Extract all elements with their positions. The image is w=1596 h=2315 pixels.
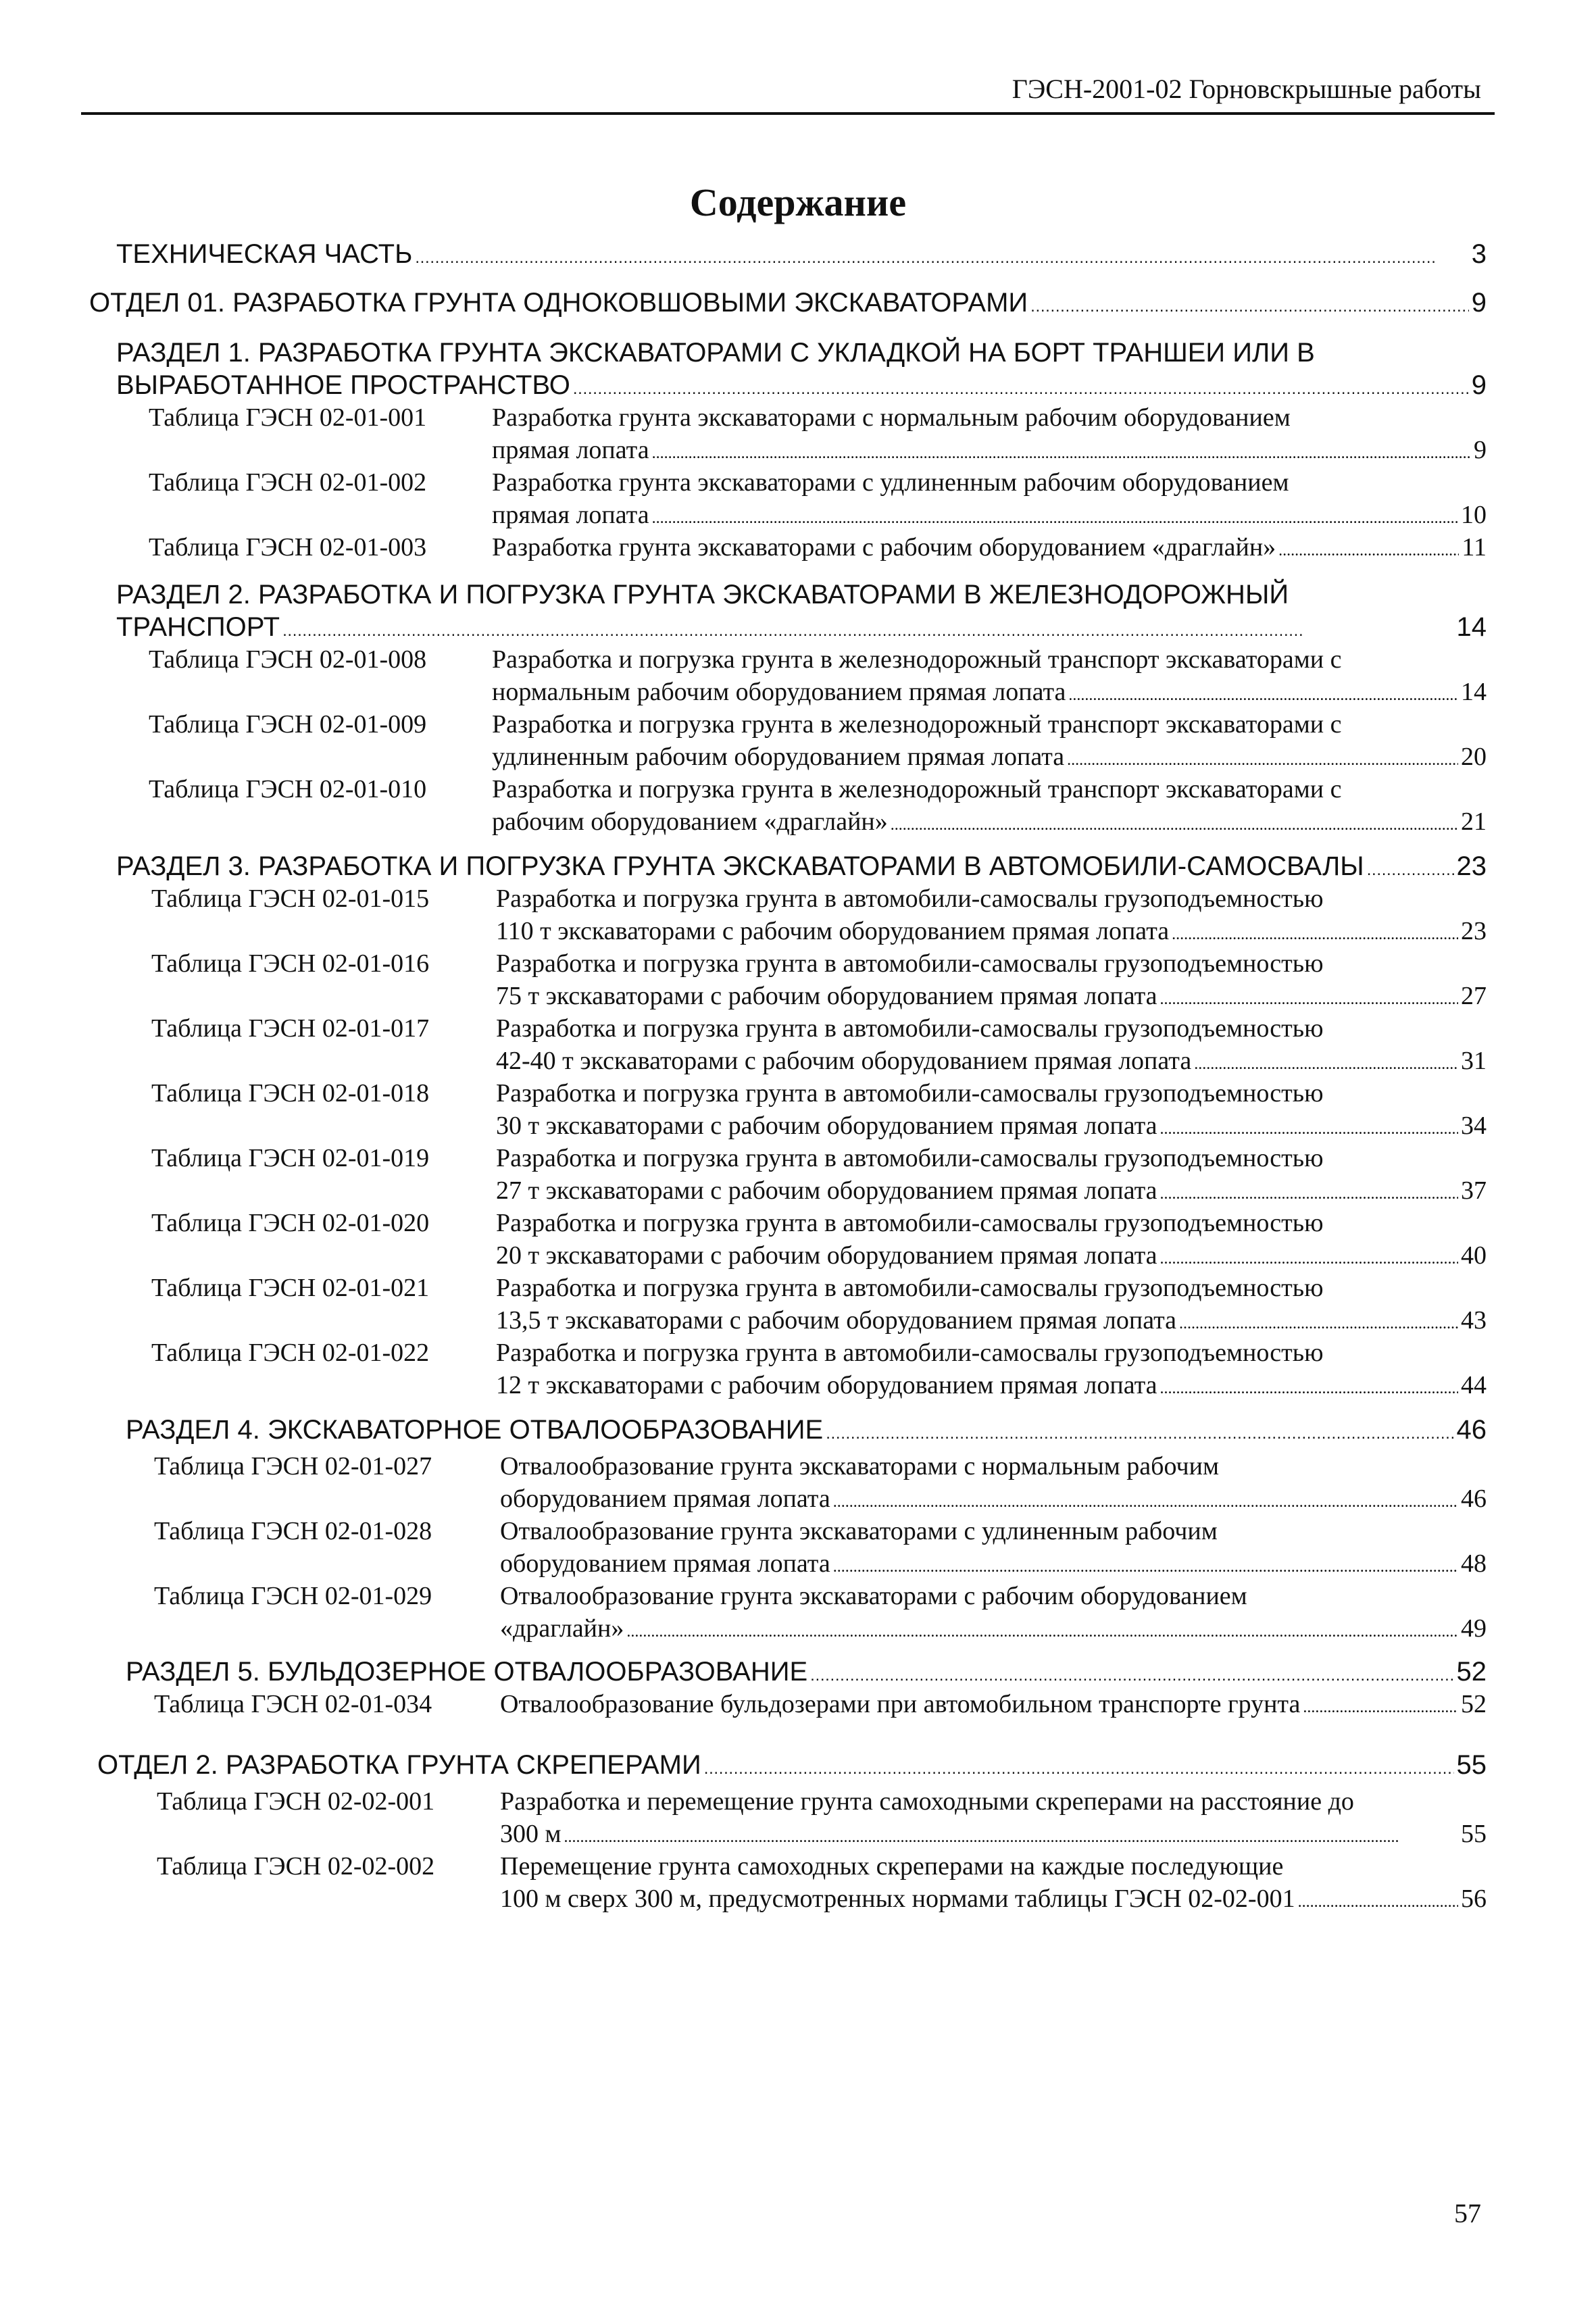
toc-entry-text: «драглайн» — [500, 1614, 624, 1643]
toc-section-entry[interactable] — [126, 1656, 1487, 1688]
dot-leader — [1030, 287, 1469, 323]
toc-section-entry[interactable] — [116, 238, 1487, 270]
dot-leader — [1179, 1304, 1458, 1340]
toc-entry-text: 20 т экскаваторами с рабочим оборудованием прямая лопата — [496, 1241, 1157, 1270]
dot-leader — [1160, 1239, 1458, 1275]
toc-entry-text: Разработка и погрузка грунта в автомобили-самосвалы грузоподъемностью — [496, 1014, 1324, 1043]
toc-entry-text: ТРАНСПОРТ — [116, 612, 280, 642]
toc-section-entry[interactable] — [89, 287, 1487, 319]
toc-page-number: 14 — [1456, 612, 1487, 642]
toc-entry-text: оборудованием прямая лопата — [500, 1549, 830, 1578]
running-header: ГЭСН-2001-02 Горновскрышные работы — [1012, 74, 1481, 104]
toc-entry-text: РАЗДЕЛ 5. БУЛЬДОЗЕРНОЕ ОТВАЛООБРАЗОВАНИЕ — [126, 1657, 808, 1687]
toc-table-entry[interactable] — [496, 1207, 1487, 1272]
toc-section-entry[interactable] — [116, 578, 1487, 643]
toc-entry-text: Разработка и погрузка грунта в автомобили-самосвалы грузоподъемностью — [496, 1339, 1324, 1367]
toc-table-entry[interactable] — [492, 466, 1487, 531]
page-title: Содержание — [689, 180, 907, 224]
toc-entry-text: 75 т экскаваторами с рабочим оборудованием прямая лопата — [496, 982, 1157, 1010]
toc-page-number: 9 — [1471, 370, 1487, 400]
toc-table-label: Таблица ГЭСН 02-01-010 — [149, 775, 427, 803]
dot-leader — [833, 1547, 1458, 1583]
toc-table-entry[interactable] — [500, 1688, 1487, 1720]
dot-leader — [1160, 1110, 1458, 1145]
toc-entry-text: Разработка и погрузка грунта в автомобили-самосвалы грузоподъемностью — [496, 1274, 1324, 1302]
toc-page-number: 3 — [1471, 239, 1487, 269]
toc-page-number: 20 — [1461, 743, 1487, 771]
toc-entry-text: ВЫРАБОТАННОЕ ПРОСТРАНСТВО — [116, 370, 570, 400]
toc-entry-text: Разработка грунта экскаваторами с нормальным рабочим оборудованием — [492, 403, 1291, 432]
toc-entry-text: Перемещение грунта самоходных скреперами на каждые последующие — [500, 1852, 1284, 1881]
toc-entry-text: ОТДЕЛ 2. РАЗРАБОТКА ГРУНТА СКРЕПЕРАМИ — [97, 1750, 701, 1780]
toc-page-number: 27 — [1461, 982, 1487, 1010]
toc-entry-text: 300 м — [500, 1820, 562, 1848]
toc-page-number: 43 — [1461, 1306, 1487, 1335]
dot-leader — [573, 369, 1469, 405]
toc-page-number: 14 — [1461, 678, 1487, 706]
dot-leader — [1303, 1688, 1458, 1724]
toc-table-label: Таблица ГЭСН 02-01-016 — [151, 949, 430, 978]
dot-leader — [1068, 676, 1458, 712]
toc-table-entry[interactable] — [496, 882, 1487, 947]
toc-table-label: Таблица ГЭСН 02-01-009 — [149, 710, 427, 739]
toc-entry-text: РАЗДЕЛ 1. РАЗРАБОТКА ГРУНТА ЭКСКАВАТОРАМИ С УКЛАДКОЙ НА БОРТ ТРАНШЕИ ИЛИ В — [116, 338, 1315, 368]
toc-table-entry[interactable] — [496, 1012, 1487, 1077]
toc-table-label: Таблица ГЭСН 02-01-034 — [154, 1690, 432, 1718]
toc-page-number: 23 — [1456, 851, 1487, 881]
toc-entry-text: Разработка и погрузка грунта в железнодорожный транспорт экскаваторами с — [492, 775, 1342, 803]
toc-entry-text: РАЗДЕЛ 3. РАЗРАБОТКА И ПОГРУЗКА ГРУНТА ЭКСКАВАТОРАМИ В АВТОМОБИЛИ-САМОСВАЛЫ — [116, 851, 1364, 881]
toc-entry-text: Разработка и погрузка грунта в автомобили-самосвалы грузоподъемностью — [496, 1079, 1324, 1107]
toc-table-entry[interactable] — [496, 1337, 1487, 1401]
toc-entry-text: 30 т экскаваторами с рабочим оборудованием прямая лопата — [496, 1112, 1157, 1140]
toc-table-entry[interactable] — [496, 947, 1487, 1012]
dot-leader — [1160, 1174, 1458, 1210]
toc-entry-text: Разработка грунта экскаваторами с рабочим оборудованием «драглайн» — [492, 533, 1276, 562]
toc-table-label: Таблица ГЭСН 02-01-001 — [149, 403, 427, 432]
toc-entry-text: Разработка грунта экскаваторами с удлиненным рабочим оборудованием — [492, 468, 1289, 497]
toc-entry-text: Отвалообразование грунта экскаваторами с удлиненным рабочим — [500, 1517, 1218, 1545]
dot-leader — [826, 1414, 1453, 1450]
toc-entry-text: Разработка и погрузка грунта в автомобили-самосвалы грузоподъемностью — [496, 1209, 1324, 1237]
toc-page-number: 37 — [1461, 1176, 1487, 1205]
dot-leader — [1160, 1369, 1458, 1405]
toc-page-number: 9 — [1471, 288, 1487, 318]
toc-page-number: 40 — [1461, 1241, 1487, 1270]
dot-leader — [704, 1749, 1454, 1785]
toc-entry-text: ТЕХНИЧЕСКАЯ ЧАСТЬ — [116, 239, 413, 269]
toc-table-label: Таблица ГЭСН 02-01-029 — [154, 1582, 432, 1610]
toc-section-entry[interactable] — [116, 337, 1487, 401]
dot-leader — [1067, 741, 1458, 776]
toc-page-number: 46 — [1461, 1485, 1487, 1513]
toc-page-number: 49 — [1461, 1614, 1487, 1643]
toc-section-entry[interactable] — [97, 1749, 1487, 1781]
toc-entry-text: РАЗДЕЛ 4. ЭКСКАВАТОРНОЕ ОТВАЛООБРАЗОВАНИЕ — [126, 1415, 824, 1445]
toc-page-number: 46 — [1456, 1415, 1487, 1445]
toc-table-label: Таблица ГЭСН 02-01-021 — [151, 1274, 430, 1302]
toc-table-label: Таблица ГЭСН 02-01-022 — [151, 1339, 430, 1367]
dot-leader — [833, 1483, 1458, 1518]
toc-entry-text: удлиненным рабочим оборудованием прямая лопата — [492, 743, 1065, 771]
toc-table-entry[interactable] — [500, 1850, 1487, 1915]
toc-table-label: Таблица ГЭСН 02-02-002 — [157, 1852, 435, 1881]
toc-entry-text: 27 т экскаваторами с рабочим оборудованием прямая лопата — [496, 1176, 1157, 1205]
toc-entry-text: 110 т экскаваторами с рабочим оборудованием прямая лопата — [496, 917, 1170, 945]
toc-table-label: Таблица ГЭСН 02-01-008 — [149, 645, 427, 674]
toc-entry-text: Разработка и погрузка грунта в железнодорожный транспорт экскаваторами с — [492, 645, 1342, 674]
toc-table-entry[interactable] — [496, 1077, 1487, 1142]
toc-entry-text: Отвалообразование грунта экскаваторами с рабочим оборудованием — [500, 1582, 1247, 1610]
dot-leader — [810, 1656, 1453, 1692]
dot-leader — [282, 611, 1453, 647]
toc-section-entry[interactable] — [116, 850, 1487, 882]
dot-leader — [1194, 1045, 1458, 1080]
toc-entry-text: Разработка и погрузка грунта в железнодорожный транспорт экскаваторами с — [492, 710, 1342, 739]
toc-entry-text: Отвалообразование бульдозерами при автомобильном транспорте грунта — [500, 1690, 1301, 1718]
toc-table-label: Таблица ГЭСН 02-01-017 — [151, 1014, 430, 1043]
toc-page-number: 48 — [1461, 1549, 1487, 1578]
toc-page-number: 52 — [1456, 1657, 1487, 1687]
toc-table-label: Таблица ГЭСН 02-02-001 — [157, 1787, 435, 1816]
toc-table-entry[interactable] — [492, 531, 1487, 564]
toc-entry-text: Разработка и погрузка грунта в автомобили-самосвалы грузоподъемностью — [496, 885, 1324, 913]
toc-page-number: 34 — [1461, 1112, 1487, 1140]
toc-table-label: Таблица ГЭСН 02-01-020 — [151, 1209, 430, 1237]
toc-page-number: 55 — [1461, 1820, 1487, 1848]
toc-entry-text: РАЗДЕЛ 2. РАЗРАБОТКА И ПОГРУЗКА ГРУНТА ЭКСКАВАТОРАМИ В ЖЕЛЕЗНОДОРОЖНЫЙ — [116, 580, 1289, 609]
toc-entry-text: Отвалообразование грунта экскаваторами с нормальным рабочим — [500, 1452, 1219, 1480]
toc-page-number: 52 — [1461, 1690, 1487, 1718]
toc-entry-text: 13,5 т экскаваторами с рабочим оборудованием прямая лопата — [496, 1306, 1177, 1335]
toc-entry-text: 42-40 т экскаваторами с рабочим оборудованием прямая лопата — [496, 1047, 1192, 1075]
toc-entry-text: прямая лопата — [492, 436, 649, 464]
dot-leader — [652, 499, 1458, 534]
toc-page-number: 23 — [1461, 917, 1487, 945]
toc-entry-text: оборудованием прямая лопата — [500, 1485, 830, 1513]
dot-leader — [652, 434, 1471, 470]
toc-table-entry[interactable] — [492, 708, 1487, 773]
toc-table-label: Таблица ГЭСН 02-01-015 — [151, 885, 430, 913]
toc-table-entry[interactable] — [496, 1142, 1487, 1207]
toc-table-entry[interactable] — [500, 1785, 1487, 1850]
toc-table-label: Таблица ГЭСН 02-01-019 — [151, 1144, 430, 1172]
toc-entry-text: Разработка и погрузка грунта в автомобили-самосвалы грузоподъемностью — [496, 949, 1324, 978]
dot-leader — [1160, 980, 1458, 1016]
toc-page-number: 10 — [1461, 501, 1487, 529]
toc-entry-text: 100 м сверх 300 м, предусмотренных нормами таблицы ГЭСН 02-02-001 — [500, 1885, 1295, 1913]
toc-table-entry[interactable] — [496, 1272, 1487, 1337]
toc-entry-text: прямая лопата — [492, 501, 649, 529]
dot-leader — [626, 1612, 1458, 1648]
toc-table-entry[interactable] — [492, 401, 1487, 466]
toc-page-number: 55 — [1456, 1750, 1487, 1780]
toc-table-entry[interactable] — [492, 643, 1487, 708]
toc-entry-text: 12 т экскаваторами с рабочим оборудованием прямая лопата — [496, 1371, 1157, 1399]
toc-section-entry[interactable] — [126, 1414, 1487, 1446]
dot-leader — [1278, 531, 1459, 567]
toc-page-number: 56 — [1461, 1885, 1487, 1913]
toc-table-label: Таблица ГЭСН 02-01-018 — [151, 1079, 430, 1107]
toc-table-label: Таблица ГЭСН 02-01-027 — [154, 1452, 432, 1480]
toc-entry-text: Разработка и перемещение грунта самоходными скреперами на расстояние до — [500, 1787, 1354, 1816]
toc-page-number: 44 — [1461, 1371, 1487, 1399]
page-number: 57 — [1454, 2198, 1481, 2229]
toc-table-label: Таблица ГЭСН 02-01-002 — [149, 468, 427, 497]
dot-leader — [415, 238, 1468, 274]
dot-leader — [1172, 915, 1458, 951]
toc-table-entry[interactable] — [500, 1515, 1487, 1580]
toc-table-label: Таблица ГЭСН 02-01-003 — [149, 533, 427, 562]
dot-leader — [1367, 850, 1454, 887]
toc-page-number: 9 — [1474, 436, 1487, 464]
toc-entry-text: Разработка и погрузка грунта в автомобили-самосвалы грузоподъемностью — [496, 1144, 1324, 1172]
toc-table-label: Таблица ГЭСН 02-01-028 — [154, 1517, 432, 1545]
dot-leader — [564, 1818, 1458, 1853]
toc-entry-text: нормальным рабочим оборудованием прямая лопата — [492, 678, 1066, 706]
toc-entry-text: рабочим оборудованием «драглайн» — [492, 807, 888, 836]
toc-table-entry[interactable] — [500, 1580, 1487, 1645]
toc-page-number: 11 — [1462, 533, 1487, 562]
toc-page-number: 31 — [1461, 1047, 1487, 1075]
dot-leader — [1298, 1883, 1458, 1918]
toc-entry-text: ОТДЕЛ 01. РАЗРАБОТКА ГРУНТА ОДНОКОВШОВЫМИ ЭКСКАВАТОРАМИ — [89, 288, 1028, 318]
toc-page-number: 21 — [1461, 807, 1487, 836]
dot-leader — [891, 805, 1458, 841]
toc-table-entry[interactable] — [492, 773, 1487, 838]
toc-table-entry[interactable] — [500, 1450, 1487, 1515]
